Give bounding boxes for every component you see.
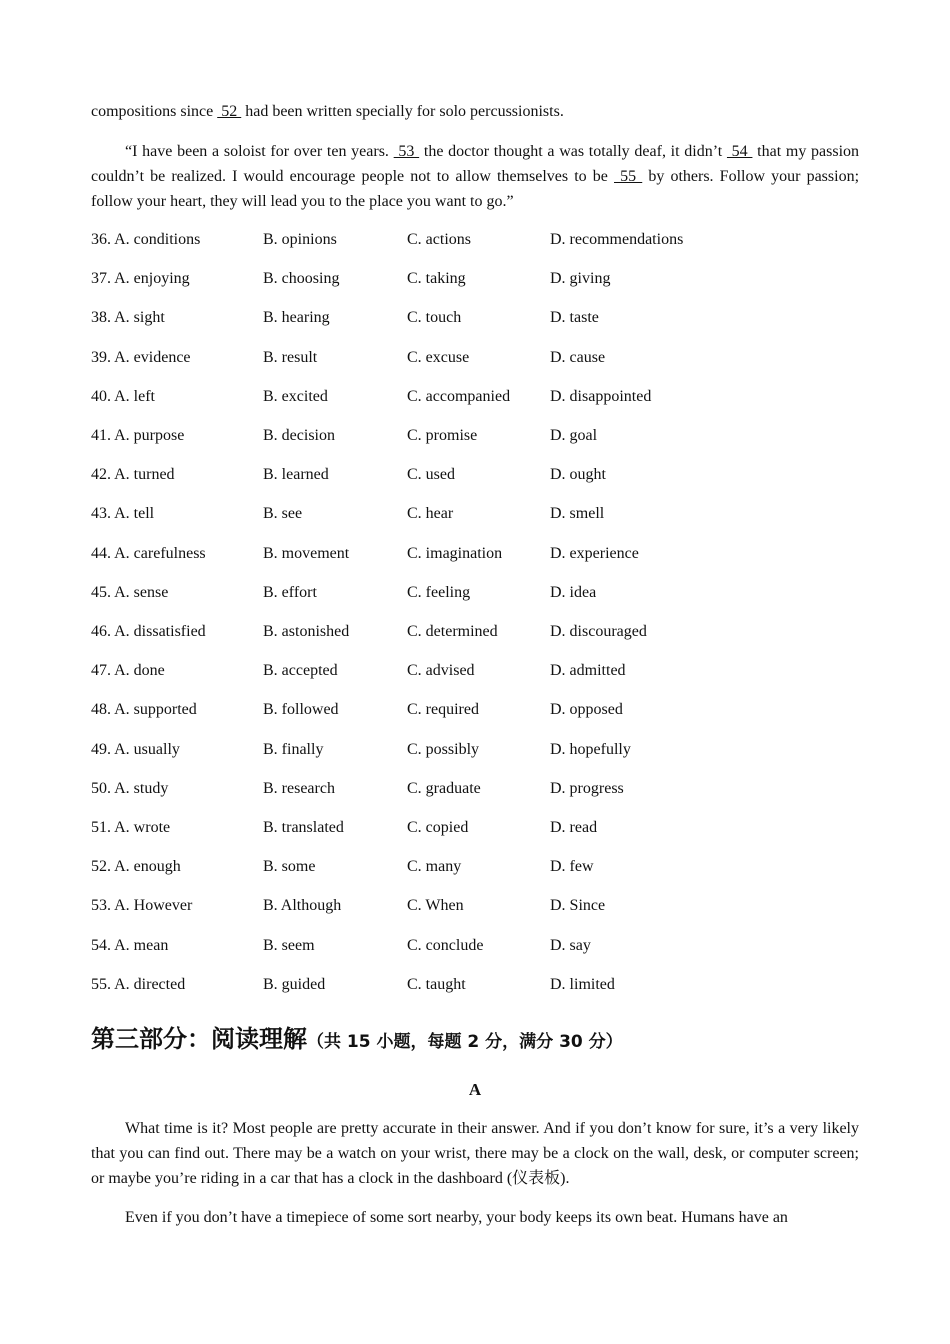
option-text: A. directed bbox=[114, 976, 186, 993]
option-text: A. mean bbox=[114, 937, 169, 954]
option-d: D. giving bbox=[550, 270, 611, 287]
passage-heading: A bbox=[468, 1080, 482, 1099]
option-b: B. finally bbox=[263, 741, 324, 758]
option-a bbox=[91, 620, 206, 644]
option-c: C. possibly bbox=[407, 741, 480, 758]
option-b: B. learned bbox=[263, 466, 329, 483]
question-number: 50. bbox=[91, 780, 111, 797]
option-c: C. determined bbox=[407, 623, 498, 640]
option-a bbox=[91, 581, 168, 605]
option-text: A. However bbox=[114, 897, 193, 914]
option-c: C. promise bbox=[407, 427, 478, 444]
option-b: B. result bbox=[263, 349, 318, 366]
question-number: 47. bbox=[91, 662, 111, 679]
option-row bbox=[91, 581, 859, 605]
blank-52: 52 bbox=[217, 103, 242, 120]
option-d: D. hopefully bbox=[550, 741, 631, 758]
question-number: 54. bbox=[91, 937, 111, 954]
option-d: D. cause bbox=[550, 349, 606, 366]
text-segment: “I have been a soloist for over ten years. bbox=[125, 143, 394, 160]
option-c: C. imagination bbox=[407, 545, 503, 562]
quote-paragraph bbox=[91, 139, 859, 214]
option-row bbox=[91, 228, 859, 252]
option-d: D. Since bbox=[550, 897, 606, 914]
option-d: D. few bbox=[550, 858, 594, 875]
option-d: D. discouraged bbox=[550, 623, 647, 640]
option-text: A. supported bbox=[114, 701, 197, 718]
option-d: D. read bbox=[550, 819, 598, 836]
blank-54: 54 bbox=[726, 143, 753, 160]
question-number: 53. bbox=[91, 897, 111, 914]
option-a bbox=[91, 894, 192, 918]
option-a bbox=[91, 424, 184, 448]
option-text: A. sight bbox=[114, 309, 165, 326]
option-d: D. admitted bbox=[550, 662, 626, 679]
text-segment: had been written specially for solo percussionists. bbox=[241, 103, 564, 120]
option-d: D. say bbox=[550, 937, 591, 954]
question-number: 37. bbox=[91, 270, 111, 287]
option-text: A. carefulness bbox=[114, 545, 206, 562]
option-b: B. seem bbox=[263, 937, 315, 954]
question-number: 43. bbox=[91, 505, 111, 522]
question-number: 45. bbox=[91, 584, 111, 601]
option-c: C. graduate bbox=[407, 780, 481, 797]
option-b: B. translated bbox=[263, 819, 344, 836]
option-b: B. Although bbox=[263, 897, 342, 914]
option-text: A. turned bbox=[114, 466, 175, 483]
option-c: C. taught bbox=[407, 976, 466, 993]
option-c: C. hear bbox=[407, 505, 454, 522]
option-c: C. many bbox=[407, 858, 462, 875]
option-text: A. evidence bbox=[114, 349, 191, 366]
option-c: C. conclude bbox=[407, 937, 484, 954]
question-number: 38. bbox=[91, 309, 111, 326]
option-c: C. advised bbox=[407, 662, 475, 679]
question-number: 36. bbox=[91, 231, 111, 248]
option-c: C. excuse bbox=[407, 349, 470, 366]
option-c: C. When bbox=[407, 897, 464, 914]
option-b: B. decision bbox=[263, 427, 335, 444]
question-number: 46. bbox=[91, 623, 111, 640]
option-d: D. idea bbox=[550, 584, 597, 601]
option-row bbox=[91, 973, 859, 997]
option-text: A. purpose bbox=[114, 427, 185, 444]
reading-paragraph-2: Even if you don’t have a timepiece of some sort nearby, your body keeps its own beat. Humans have an bbox=[125, 1209, 788, 1226]
option-a bbox=[91, 346, 191, 370]
question-number: 49. bbox=[91, 741, 111, 758]
option-a bbox=[91, 267, 190, 291]
option-a bbox=[91, 777, 168, 801]
option-c: C. feeling bbox=[407, 584, 471, 601]
option-row bbox=[91, 424, 859, 448]
option-c: C. required bbox=[407, 701, 479, 718]
option-b: B. guided bbox=[263, 976, 326, 993]
section-title-note: （共 15 小题，每题 2 分，满分 30 分） bbox=[307, 1032, 623, 1052]
option-c: C. touch bbox=[407, 309, 462, 326]
option-a bbox=[91, 385, 155, 409]
option-b: B. some bbox=[263, 858, 316, 875]
option-a bbox=[91, 463, 175, 487]
option-row bbox=[91, 267, 859, 291]
option-text: A. left bbox=[114, 388, 155, 405]
option-text: A. dissatisfied bbox=[114, 623, 206, 640]
option-row bbox=[91, 934, 859, 958]
option-row bbox=[91, 777, 859, 801]
option-b: B. see bbox=[263, 505, 303, 522]
option-a bbox=[91, 934, 168, 958]
question-number: 55. bbox=[91, 976, 111, 993]
section-title-main: 第三部分：阅读理解 bbox=[91, 1025, 307, 1053]
option-c: C. taking bbox=[407, 270, 466, 287]
question-number: 40. bbox=[91, 388, 111, 405]
option-row bbox=[91, 502, 859, 526]
option-d: D. taste bbox=[550, 309, 599, 326]
question-number: 48. bbox=[91, 701, 111, 718]
blank-55: 55 bbox=[614, 168, 643, 185]
option-a bbox=[91, 855, 181, 879]
option-b: B. opinions bbox=[263, 231, 337, 248]
option-d: D. goal bbox=[550, 427, 598, 444]
option-b: B. followed bbox=[263, 701, 339, 718]
option-d: D. recommendations bbox=[550, 231, 684, 248]
option-row bbox=[91, 894, 859, 918]
option-d: D. experience bbox=[550, 545, 639, 562]
section-title bbox=[91, 1022, 623, 1056]
option-row bbox=[91, 346, 859, 370]
option-text: A. done bbox=[114, 662, 165, 679]
option-text: A. enjoying bbox=[114, 270, 190, 287]
option-b: B. excited bbox=[263, 388, 328, 405]
option-a bbox=[91, 816, 170, 840]
option-c: C. used bbox=[407, 466, 455, 483]
option-a bbox=[91, 973, 185, 997]
question-number: 51. bbox=[91, 819, 111, 836]
option-b: B. astonished bbox=[263, 623, 350, 640]
question-number: 44. bbox=[91, 545, 111, 562]
text-segment: the doctor thought a was totally deaf, it didn’t bbox=[419, 143, 727, 160]
text-segment: that my passion couldn’t be realized. I would encourage people not to allow themselves to be bbox=[91, 143, 860, 185]
option-row bbox=[91, 542, 859, 566]
option-row bbox=[91, 620, 859, 644]
option-text: A. study bbox=[114, 780, 169, 797]
option-a bbox=[91, 228, 200, 252]
option-row bbox=[91, 463, 859, 487]
option-text: A. tell bbox=[114, 505, 155, 522]
option-row bbox=[91, 306, 859, 330]
blank-53: 53 bbox=[393, 143, 420, 160]
option-text: A. wrote bbox=[114, 819, 171, 836]
option-a bbox=[91, 502, 154, 526]
question-number: 39. bbox=[91, 349, 111, 366]
option-b: B. movement bbox=[263, 545, 350, 562]
option-row bbox=[91, 816, 859, 840]
option-text: A. usually bbox=[114, 741, 180, 758]
option-row bbox=[91, 855, 859, 879]
option-b: B. hearing bbox=[263, 309, 330, 326]
option-a bbox=[91, 542, 206, 566]
option-a bbox=[91, 738, 180, 762]
option-text: A. sense bbox=[114, 584, 169, 601]
option-c: C. copied bbox=[407, 819, 469, 836]
option-row bbox=[91, 659, 859, 683]
option-b: B. choosing bbox=[263, 270, 340, 287]
option-row bbox=[91, 738, 859, 762]
option-b: B. research bbox=[263, 780, 335, 797]
option-c: C. actions bbox=[407, 231, 471, 248]
option-text: A. enough bbox=[114, 858, 181, 875]
question-number: 42. bbox=[91, 466, 111, 483]
option-d: D. disappointed bbox=[550, 388, 652, 405]
question-number: 41. bbox=[91, 427, 111, 444]
option-d: D. progress bbox=[550, 780, 624, 797]
option-a bbox=[91, 659, 165, 683]
option-c: C. accompanied bbox=[407, 388, 511, 405]
question-number: 52. bbox=[91, 858, 111, 875]
option-d: D. smell bbox=[550, 505, 605, 522]
option-b: B. accepted bbox=[263, 662, 338, 679]
option-d: D. opposed bbox=[550, 701, 623, 718]
option-a bbox=[91, 306, 165, 330]
text-segment: by others. Follow your passion; follow your heart, they will lead you to the place you want to go.” bbox=[91, 168, 860, 210]
text-segment: compositions since bbox=[91, 103, 218, 120]
option-d: D. limited bbox=[550, 976, 615, 993]
option-text: A. conditions bbox=[114, 231, 201, 248]
passage-line-52 bbox=[91, 99, 859, 124]
option-a bbox=[91, 698, 197, 722]
option-b: B. effort bbox=[263, 584, 317, 601]
reading-paragraph-1: What time is it? Most people are pretty accurate in their answer. And if you don’t know for sure, it’s a very likely that you can find out. There may be a watch on your wrist, there may be a clock on the wall, desk, or computer screen; or maybe you’re riding in a car that has a clock in the dashboard (仪表板). bbox=[91, 1120, 859, 1187]
option-d: D. ought bbox=[550, 466, 606, 483]
option-row bbox=[91, 385, 859, 409]
option-row bbox=[91, 698, 859, 722]
